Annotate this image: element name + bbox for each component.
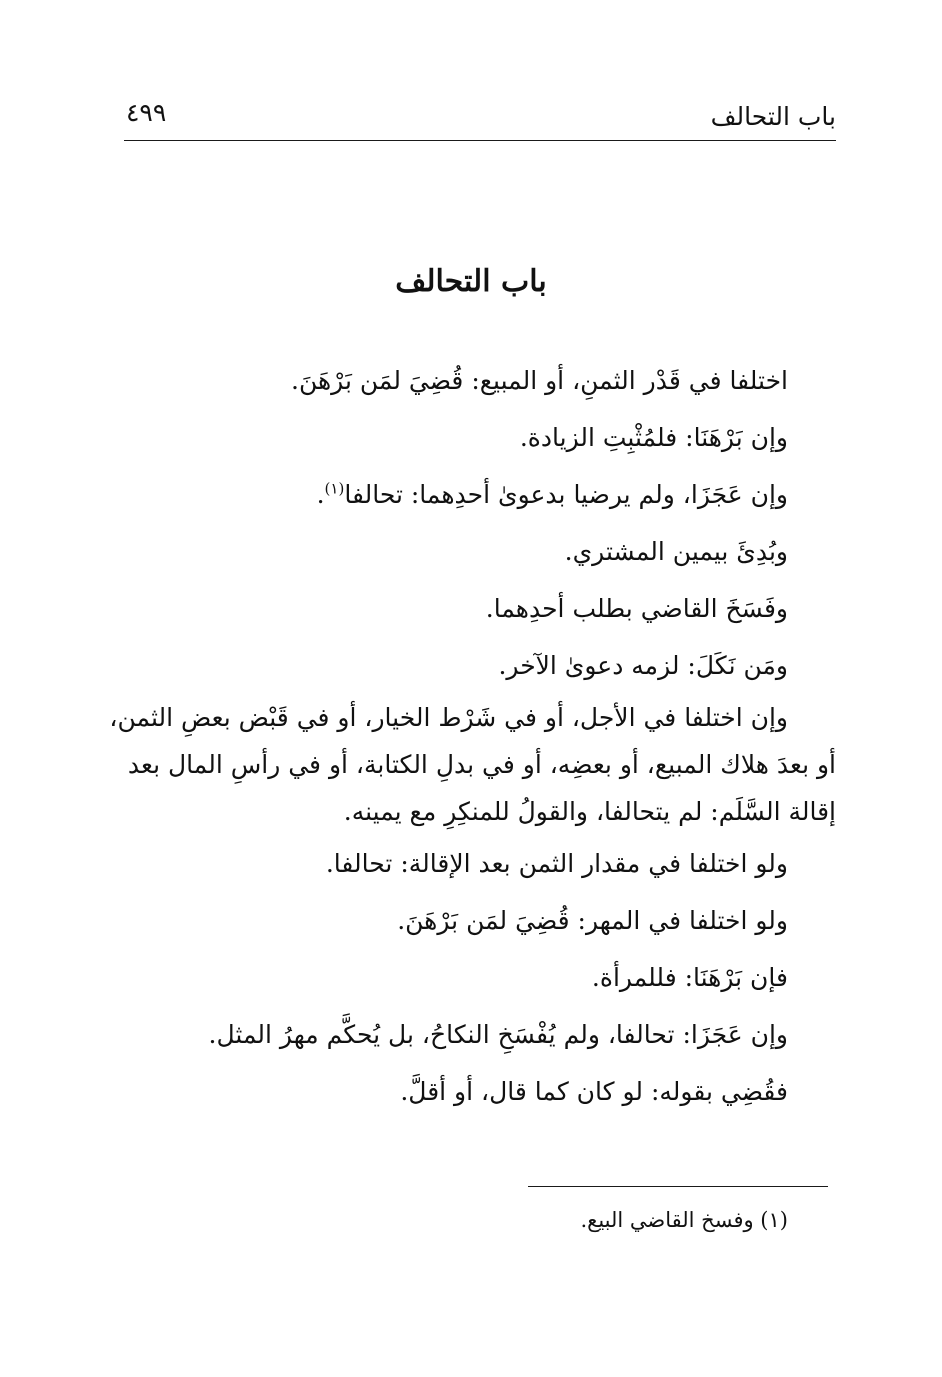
paragraph-line: أو بعدَ هلاك المبيع، أو بعضِه، أو في بدلِ الكتابة، أو في رأسِ المال بعد [127,750,836,779]
text-line: فإن بَرْهَنَا: فللمرأة. [591,963,788,992]
paragraph-line: وإن اختلفا في الأجل، أو في شَرْط الخيار، أو في قَبْض بعضِ الثمن، [109,703,788,732]
paragraph-line: إقالة السَّلَم: لم يتحالفا، والقولُ للمنكِرِ مع يمينه. [343,797,836,826]
text-line: ومَن نَكَلَ: لزمه دعوىٰ الآخر. [498,651,788,680]
text-line: فقُضِي بقوله: لو كان كما قال، أو أقلَّ. [400,1077,788,1106]
text-line: ولو اختلفا في المهر: قُضِيَ لمَن بَرْهَنَ. [397,906,788,935]
text-line: وبُدِئَ بيمين المشتري. [564,537,788,566]
text-line: وإن عَجَزَا، ولم يرضيا بدعوىٰ أحدِهما: تحالفا$^{(١)}$. [316,479,788,509]
page-number: ٤٩٩ [126,98,167,127]
running-title: باب التحالف [710,102,836,131]
text-line: ولو اختلفا في مقدار الثمن بعد الإقالة: تحالفا. [325,849,788,878]
footnote-separator [528,1186,828,1187]
text-line: اختلفا في قَدْر الثمنِ، أو المبيع: قُضِيَ لمَن بَرْهَنَ. [291,366,788,395]
chapter-title: باب التحالف [395,264,547,299]
running-header [124,96,836,141]
body-text [109,352,836,1120]
text-line: وفَسَخَ القاضي بطلب أحدِهما. [485,594,788,623]
text-line: وإن عَجَزَا: تحالفا، ولم يُفْسَخِ النكاحُ، بل يُحكَّم مهرُ المثل. [208,1020,788,1049]
text-line-content: وإن عَجَزَا، ولم يرضيا بدعوىٰ أحدِهما: تحالفا [344,480,788,509]
text-line: وإن بَرْهَنَا: فلمُثْبِتِ الزيادة. [519,423,788,452]
footnote: (١) وفسخ القاضي البيع. [580,1208,788,1232]
footnote-reference: (١) [324,479,345,498]
